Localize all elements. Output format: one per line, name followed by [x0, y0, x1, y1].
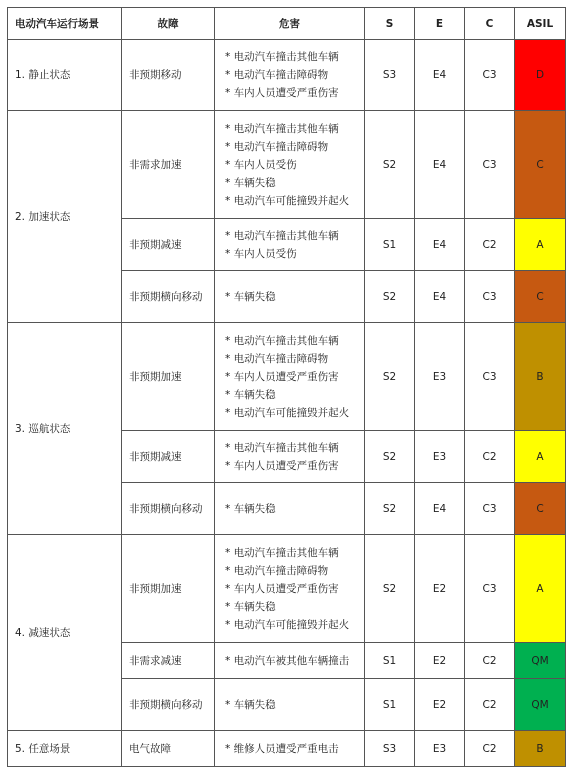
harm-cell [215, 111, 365, 219]
scenario-cell: 5. 任意场景 [8, 731, 122, 767]
harm-cell [215, 323, 365, 431]
s-rating-cell: S1 [365, 679, 415, 731]
harm-item: * 电动汽车被其他车辆撞击 [225, 654, 350, 667]
harm-item: * 车辆失稳 [225, 502, 276, 515]
table-row [8, 323, 566, 431]
harm-cell [215, 679, 365, 731]
c-rating-cell: C2 [465, 679, 515, 731]
fault-cell: 非需求减速 [122, 643, 215, 679]
harm-cell [215, 40, 365, 111]
s-rating-cell: S1 [365, 643, 415, 679]
e-rating-cell: E3 [415, 731, 465, 767]
asil-badge-cell: C [515, 111, 566, 219]
fault-cell: 电气故障 [122, 731, 215, 767]
scenario-cell: 2. 加速状态 [8, 111, 122, 323]
harm-item: * 电动汽车撞击其他车辆 [225, 51, 339, 63]
e-rating-cell: E4 [415, 219, 465, 271]
harm-cell [215, 535, 365, 643]
harm-item: * 电动汽车撞击其他车辆 [225, 122, 339, 135]
asil-badge-cell: QM [515, 679, 566, 731]
harm-item: * 电动汽车撞击其他车辆 [225, 229, 339, 242]
e-rating-cell: E2 [415, 535, 465, 643]
c-rating-cell: C2 [465, 731, 515, 767]
fault-cell: 非需求加速 [122, 111, 215, 219]
harm-item: * 车内人员遭受严重伤害 [225, 370, 339, 383]
e-rating-cell: E2 [415, 679, 465, 731]
harm-item: * 电动汽车可能撞毁并起火 [225, 194, 350, 207]
c-rating-cell: C2 [465, 219, 515, 271]
harm-item: * 车内人员受伤 [225, 247, 297, 260]
e-rating-cell: E2 [415, 643, 465, 679]
asil-badge-cell: A [515, 535, 566, 643]
header-e: E [415, 8, 465, 40]
harm-item: * 车辆失稳 [225, 176, 276, 189]
header-harm: 危害 [215, 8, 365, 40]
asil-badge-cell: D [515, 40, 566, 111]
harm-item: * 电动汽车撞击障碍物 [225, 352, 329, 365]
e-rating-cell: E4 [415, 271, 465, 323]
s-rating-cell: S2 [365, 323, 415, 431]
scenario-cell: 1. 静止状态 [8, 40, 122, 111]
fault-cell: 非预期减速 [122, 431, 215, 483]
harm-item: * 电动汽车撞击其他车辆 [225, 441, 339, 454]
harm-cell [215, 271, 365, 323]
e-rating-cell: E4 [415, 40, 465, 111]
asil-badge-cell: QM [515, 643, 566, 679]
harm-cell [215, 643, 365, 679]
harm-item: * 车内人员遭受严重伤害 [225, 87, 339, 99]
e-rating-cell: E3 [415, 323, 465, 431]
harm-item: * 电动汽车撞击障碍物 [225, 140, 329, 153]
asil-badge-cell: C [515, 483, 566, 535]
header-asil: ASIL [515, 8, 566, 40]
harm-item: * 电动汽车可能撞毁并起火 [225, 618, 350, 631]
s-rating-cell: S2 [365, 535, 415, 643]
header-scenario: 电动汽车运行场景 [8, 8, 122, 40]
harm-item: * 车辆失稳 [225, 698, 276, 711]
fault-cell: 非预期移动 [122, 40, 215, 111]
harm-cell [215, 219, 365, 271]
e-rating-cell: E4 [415, 483, 465, 535]
s-rating-cell: S2 [365, 483, 415, 535]
c-rating-cell: C3 [465, 111, 515, 219]
hazard-analysis-table [7, 7, 566, 767]
asil-badge-cell: A [515, 219, 566, 271]
c-rating-cell: C2 [465, 643, 515, 679]
header-row [8, 8, 566, 40]
s-rating-cell: S3 [365, 40, 415, 111]
harm-cell [215, 483, 365, 535]
c-rating-cell: C3 [465, 323, 515, 431]
s-rating-cell: S3 [365, 731, 415, 767]
c-rating-cell: C3 [465, 271, 515, 323]
scenario-cell: 3. 巡航状态 [8, 323, 122, 535]
s-rating-cell: S2 [365, 111, 415, 219]
fault-cell: 非预期加速 [122, 323, 215, 431]
fault-cell: 非预期加速 [122, 535, 215, 643]
s-rating-cell: S1 [365, 219, 415, 271]
harm-cell [215, 731, 365, 767]
e-rating-cell: E3 [415, 431, 465, 483]
harm-item: * 车辆失稳 [225, 388, 276, 401]
c-rating-cell: C3 [465, 535, 515, 643]
harm-item: * 电动汽车撞击障碍物 [225, 564, 329, 577]
header-s: S [365, 8, 415, 40]
harm-item: * 电动汽车撞击其他车辆 [225, 334, 339, 347]
harm-item: * 电动汽车可能撞毁并起火 [225, 406, 350, 419]
c-rating-cell: C3 [465, 40, 515, 111]
s-rating-cell: S2 [365, 431, 415, 483]
asil-badge-cell: B [515, 323, 566, 431]
harm-item: * 车内人员遭受严重伤害 [225, 582, 339, 595]
harm-item: * 车辆失稳 [225, 290, 276, 303]
table-row [8, 731, 566, 767]
header-fault: 故障 [122, 8, 215, 40]
harm-item: * 电动汽车撞击障碍物 [225, 69, 329, 81]
scenario-cell: 4. 减速状态 [8, 535, 122, 731]
fault-cell: 非预期横向移动 [122, 483, 215, 535]
c-rating-cell: C3 [465, 483, 515, 535]
harm-item: * 车内人员遭受严重伤害 [225, 459, 339, 472]
harm-item: * 电动汽车撞击其他车辆 [225, 546, 339, 559]
table-body [8, 40, 566, 767]
harm-cell [215, 431, 365, 483]
table-row [8, 40, 566, 111]
s-rating-cell: S2 [365, 271, 415, 323]
asil-badge-cell: B [515, 731, 566, 767]
harm-item: * 维修人员遭受严重电击 [225, 742, 339, 755]
harm-item: * 车内人员受伤 [225, 158, 297, 171]
e-rating-cell: E4 [415, 111, 465, 219]
table-row [8, 111, 566, 219]
fault-cell: 非预期横向移动 [122, 271, 215, 323]
header-c: C [465, 8, 515, 40]
harm-item: * 车辆失稳 [225, 600, 276, 613]
asil-badge-cell: C [515, 271, 566, 323]
c-rating-cell: C2 [465, 431, 515, 483]
fault-cell: 非预期横向移动 [122, 679, 215, 731]
asil-badge-cell: A [515, 431, 566, 483]
table-row [8, 535, 566, 643]
fault-cell: 非预期减速 [122, 219, 215, 271]
